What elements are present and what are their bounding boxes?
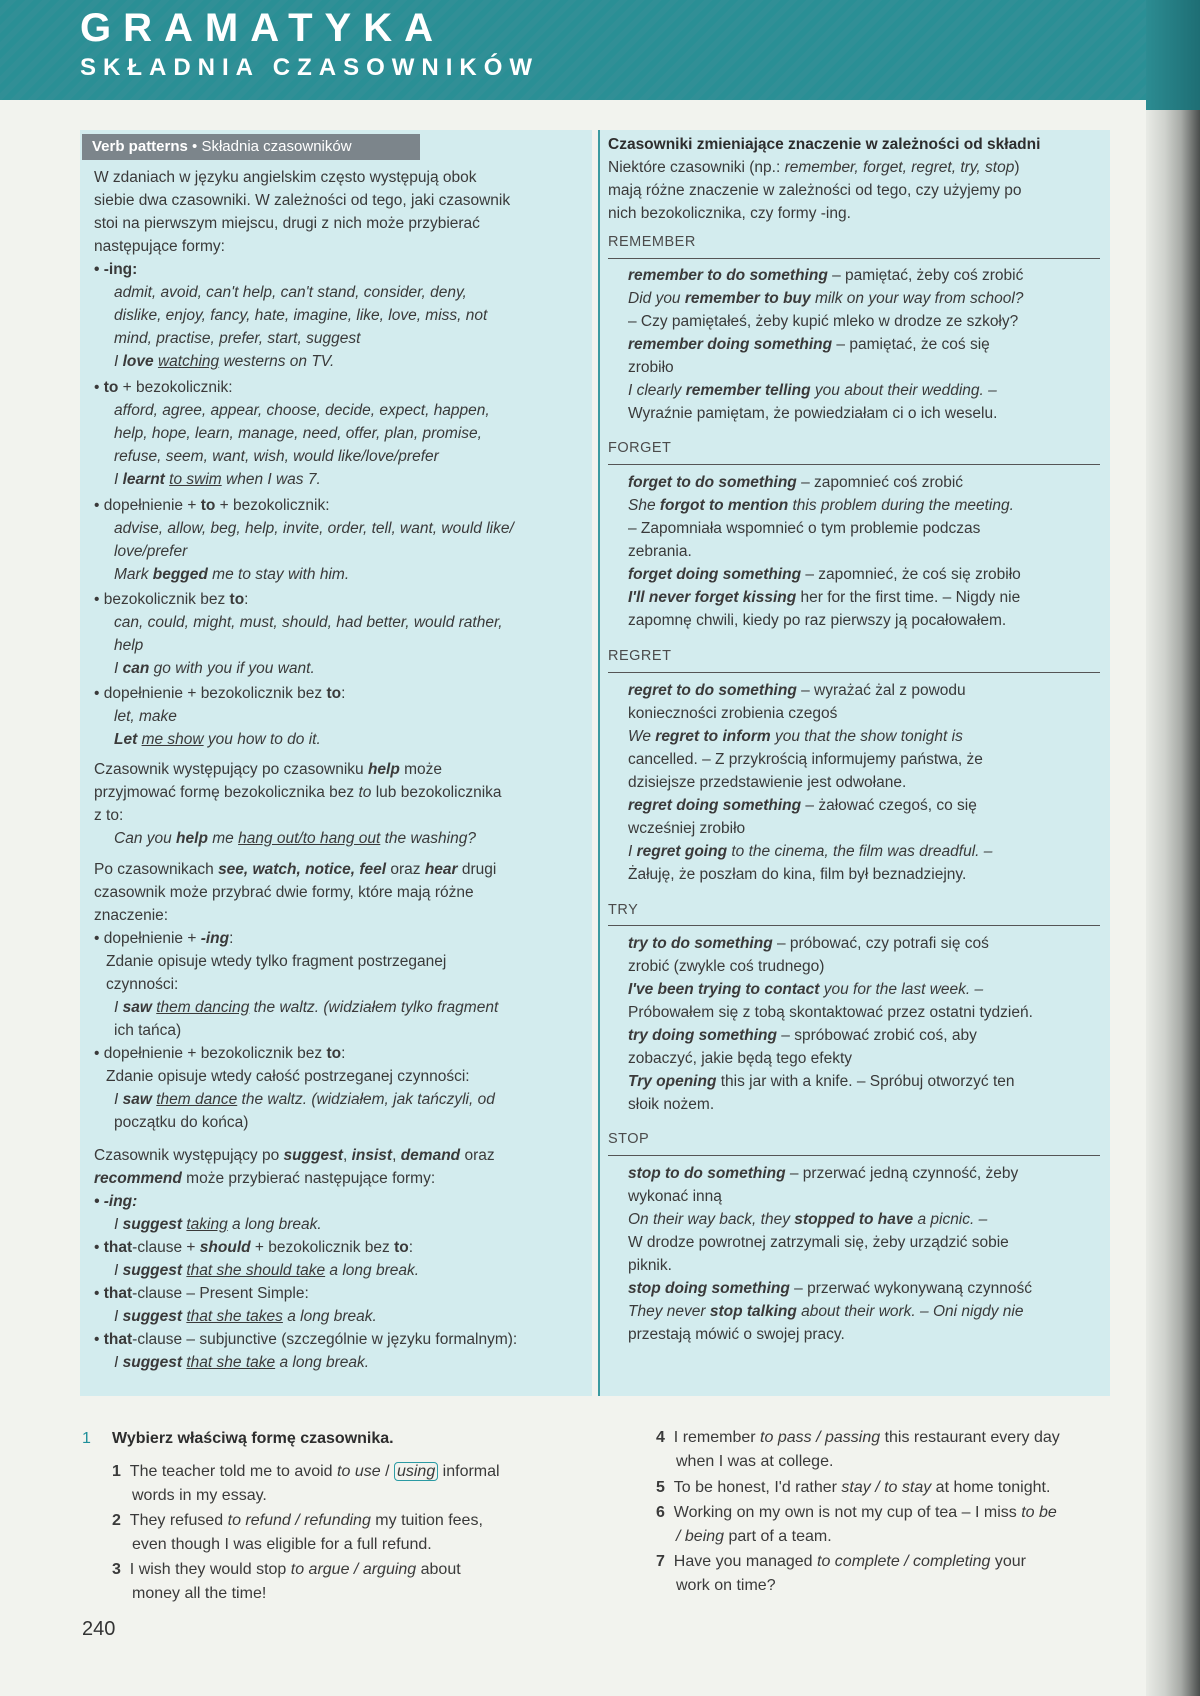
regret-heading: REGRET [608,648,672,664]
forget-heading: FORGET [608,440,672,456]
bare-infinitive-pattern: • bezokolicznik bez to: can, could, might, must, should, had better, would rather, help I can go with you if you want. [94,591,503,677]
forget-rule [608,464,1100,465]
section-heading-pill: Verb patterns • Składnia czasowników [82,134,420,160]
stop-section: stop to do something – przerwać jedną czynność, żeby wykonać inną On their way back, they stopped to have a picnic. – W drodze powrotnej zatrzymali się, żeby urządzić sobie piknik. stop doing something – przerwać wykonywaną czynność They never stop talking about their work. – Oni nigdy nie przestają mówić o swojej pracy. [628,1165,1032,1343]
page-subtitle: SKŁADNIA CZASOWNIKÓW [80,54,540,81]
to-infinitive-pattern: • to + bezokolicznik: afford, agree, appear, choose, decide, expect, happen, help, hope, learn, manage, need, offer, plan, promise, refuse, seem, want, wish, would like/love/prefer I learnt to swim when I was 7. [94,379,490,488]
exercise-item: 1 The teacher told me to avoid to use / using informal words in my essay. [112,1463,500,1504]
exercise-item: 6 Working on my own is not my cup of tea – I miss to be / being part of a team. [656,1504,1057,1545]
exercise-item: 2 They refused to refund / refunding my tuition fees, even though I was eligible for a full refund. [112,1512,483,1553]
exercise-item: 5 To be honest, I'd rather stay / to stay at home tonight. [656,1479,1051,1496]
object-to-infinitive-pattern: • dopełnienie + to + bezokolicznik: advise, allow, beg, help, invite, order, tell, want, would like/ love/prefer Mark begged me to stay with him. [94,497,514,583]
exercise-title: Wybierz właściwą formę czasownika. [112,1430,394,1447]
try-section: try to do something – próbować, czy potrafi się coś zrobić (zwykle coś trudnego) I've been trying to contact you for the last week. – Próbowałem się z tobą skontaktować przez ostatni tydzień. try doing something – spróbować zrobić coś, aby zobaczyć, jakie będą tego efekty Try opening this jar with a knife. – Spróbuj otworzyć ten słoik nożem. [628,935,1033,1113]
exercise-number: 1 [82,1430,91,1447]
book-spine-top [1146,0,1200,110]
exercise-item: 7 Have you managed to complete / completing your work on time? [656,1553,1026,1594]
remember-heading: REMEMBER [608,234,696,250]
exercise-item: 4 I remember to pass / passing this restaurant every day when I was at college. [656,1429,1060,1470]
ing-pattern: • -ing: admit, avoid, can't help, can't stand, consider, deny, dislike, enjoy, fancy, hate, imagine, like, love, miss, not mind, practise, prefer, start, suggest I love watching westerns on TV. [94,261,488,370]
perception-verbs-note: Po czasownikach see, watch, notice, feel oraz hear drugi czasownik może przybrać dwie formy, które mają różne znaczenie: • dopełnienie + -ing: Zdanie opisuje wtedy tylko fragment postrzeganej czynności: I saw them dancing the waltz. (widziałem tylko fragment ich tańca) • dopełnienie + bezokolicznik bez to: Zdanie opisuje wtedy całość postrzeganej czynności: I saw them dance the waltz. (widziałem, jak tańczyli, od początku do końca) [94,861,499,1131]
stop-rule [608,1155,1100,1156]
intro-text: W zdaniach w języku angielskim często występują obok siebie dwa czasowniki. W zależności od tego, jaki czasownik stoi na pierwszym miejscu, drugi z nich może przybierać następujące formy: [94,169,511,255]
remember-section: remember to do something – pamiętać, żeby coś zrobić Did you remember to buy milk on your way from school? – Czy pamiętałeś, żeby kupić mleko w drodze ze szkoły? remember doing something – pamiętać, że coś się zrobiło I clearly remember telling you about their wedding. – Wyraźnie pamiętam, że powiedziałam ci o ich weselu. [628,267,1024,422]
suggest-verbs-note: Czasownik występujący po suggest, insist, demand oraz recommend może przybierać następujące formy: • -ing: I suggest taking a long break. • that-clause + should + bezokolicznik bez to: I suggest that she should take a long break. • that-clause – Present Simple: I suggest that she takes a long break. • that-clause – subjunctive (szczególnie w języku formalnym): I suggest that she take a long break. [94,1147,518,1371]
page-number: 240 [82,1618,116,1640]
book-spine [1146,0,1200,1696]
forget-section: forget to do something – zapomnieć coś zrobić She forgot to mention this problem during the meeting. – Zapomniała wspomnieć o tym problemie podczas zebrania. forget doing something – zapomnieć, że coś się zrobiło I'll never forget kissing her for the first time. – Nigdy nie zapomnę chwili, kiedy po raz pierwszy ją pocałowałem. [628,474,1021,629]
regret-rule [608,672,1100,673]
try-heading: TRY [608,902,639,918]
stop-heading: STOP [608,1131,650,1147]
object-bare-infinitive-pattern: • dopełnienie + bezokolicznik bez to: let, make Let me show you how to do it. [94,685,346,748]
try-rule [608,925,1100,926]
regret-section: regret to do something – wyrażać żal z powodu konieczności zrobienia czegoś We regret to inform you that the show tonight is cancelled. – Z przykrością informujemy państwa, że dzisiejsze przedstawienie jest odwołane. regret doing something – żałować czegoś, co się wcześniej zrobiło I regret going to the cinema, the film was dreadful. – Żałuję, że poszłam do kina, film był beznadziejny. [628,682,993,883]
page-title: GRAMATYKA [80,6,446,50]
help-note: Czasownik występujący po czasowniku help może przyjmować formę bezokolicznika bez to lub bezokolicznika z to: Can you help me hang out/to hang out the washing? [94,761,502,847]
exercise-item: 3 I wish they would stop to argue / arguing about money all the time! [112,1561,461,1602]
right-intro: Czasowniki zmieniające znaczenie w zależności od składni Niektóre czasowniki (np.: remember, forget, regret, try, stop) mają różne znaczenie w zależności od tego, czy użyjemy po nich bezokolicznika, czy formy -ing. [608,136,1041,222]
remember-rule [608,258,1100,259]
